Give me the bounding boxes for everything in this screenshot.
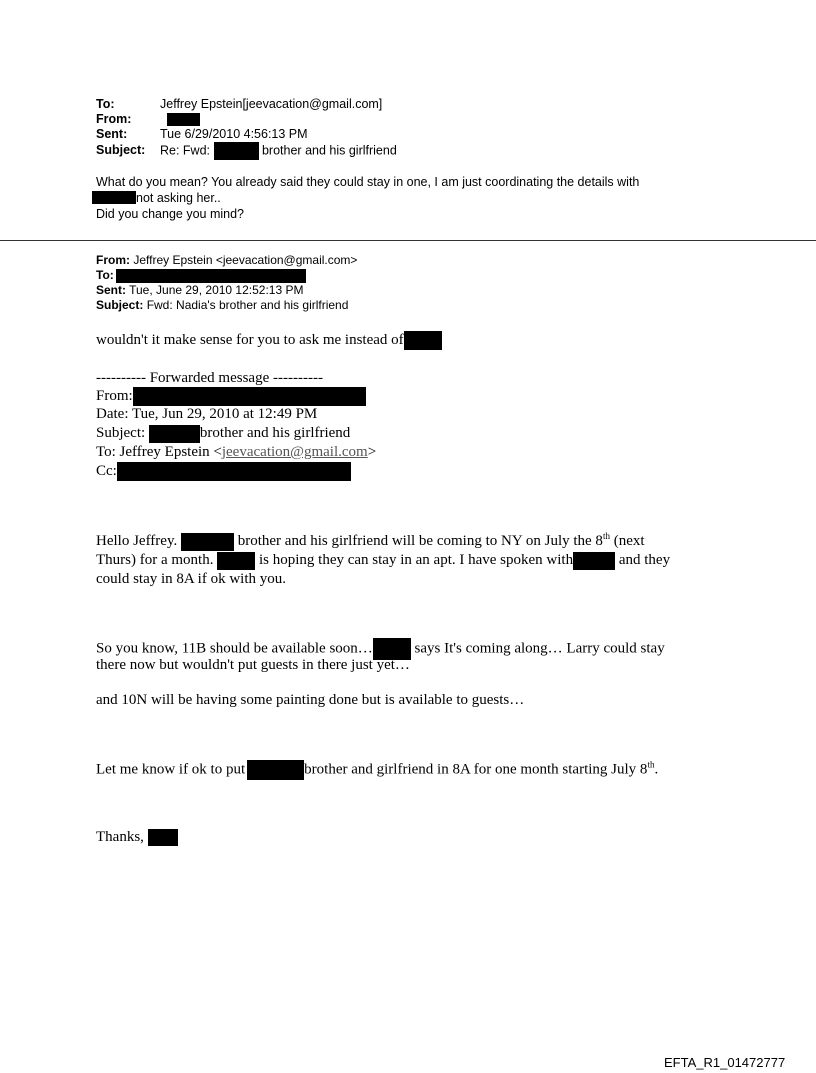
to-label: To: [96, 97, 115, 111]
superscript: th [647, 759, 655, 770]
message-signoff [96, 828, 178, 847]
forwarded-separator: ---------- Forwarded message ---------- [96, 370, 323, 386]
redaction-block [217, 552, 255, 570]
reply-from-row [96, 112, 200, 126]
text: says It's coming along… Larry could stay [414, 640, 665, 657]
from-label: From: [96, 112, 132, 126]
reply-line-2 [92, 190, 221, 207]
redaction-block [117, 462, 351, 481]
message-p1-line3: could stay in 8A if ok with you. [96, 571, 286, 587]
text: brother and girlfriend in 8A for one month starting July 8 [304, 761, 648, 778]
redaction-block [116, 269, 306, 283]
reply-sent-row [96, 127, 308, 141]
redaction-block [181, 533, 234, 551]
from-value: Jeffrey Epstein <jeevacation@gmail.com> [133, 253, 358, 267]
redaction-block [214, 142, 259, 160]
redaction-block [133, 387, 366, 406]
forwarded-from-row [96, 387, 366, 406]
text: Let me know if ok to put [96, 761, 246, 778]
text: (next [609, 533, 645, 549]
redaction-block [404, 331, 442, 350]
message-p1-line2 [96, 551, 670, 570]
quoted-body-text: wouldn't it make sense for you to ask me instead of [96, 332, 404, 348]
text: . [654, 761, 659, 778]
sent-label: Sent: [96, 283, 126, 297]
reply-to-row [96, 97, 382, 111]
subject-prefix: Re: Fwd: [160, 143, 211, 158]
divider [0, 240, 816, 241]
to-label: To: [96, 268, 114, 282]
message-p3: and 10N will be having some painting done but is available to guests… [96, 692, 525, 708]
from-label: From: [96, 253, 130, 267]
email-link[interactable]: jeevacation@gmail.com [221, 444, 368, 460]
subject-label: Subject: [96, 298, 144, 312]
quoted-body-line [96, 331, 442, 350]
message-p4 [96, 760, 658, 780]
text: is hoping they can stay in an apt. I have spoken with [258, 552, 574, 568]
redaction-block [92, 191, 136, 204]
subject-suffix: brother and his girlfriend [199, 425, 351, 441]
quoted-from-row [96, 253, 357, 268]
sent-value: Tue, June 29, 2010 12:52:13 PM [129, 283, 304, 297]
reply-line-3: Did you change you mind? [96, 207, 245, 221]
reply-line-2-text: not asking her.. [136, 191, 221, 205]
text: Thurs) for a month. [96, 552, 214, 568]
forwarded-date-row: Date: Tue, Jun 29, 2010 at 12:49 PM [96, 406, 318, 422]
quoted-to-row [96, 268, 306, 283]
forwarded-to-row [96, 443, 376, 462]
from-label: From: [96, 388, 133, 404]
redaction-block [573, 552, 615, 570]
text: Thanks, [96, 829, 144, 845]
reply-subject-row [96, 142, 397, 160]
subject-label: Subject: [96, 425, 146, 441]
document-id: EFTA_R1_01472777 [664, 1055, 786, 1070]
to-suffix: > [367, 444, 377, 460]
to-value: Jeffrey Epstein[jeevacation@gmail.com] [160, 97, 383, 111]
sent-value: Tue 6/29/2010 4:56:13 PM [160, 127, 308, 141]
subject-value: Fwd: Nadia's brother and his girlfriend [146, 298, 349, 312]
text: Hello Jeffrey. [96, 533, 178, 549]
redaction-block [148, 829, 178, 846]
subject-suffix: brother and his girlfriend [261, 143, 397, 158]
redaction-block [247, 760, 304, 780]
sent-label: Sent: [96, 127, 128, 141]
subject-label: Subject: [96, 143, 146, 158]
message-p2-line2: there now but wouldn't put guests in there just yet… [96, 657, 410, 673]
to-prefix: To: Jeffrey Epstein < [96, 444, 222, 460]
text: brother and his girlfriend will be coming to NY on July the 8 [237, 533, 603, 549]
forwarded-subject-row [96, 424, 350, 443]
redaction-block [149, 425, 200, 443]
cc-label: Cc: [96, 463, 117, 479]
quoted-subject-row [96, 298, 348, 313]
text: and they [618, 552, 671, 568]
redaction-block [167, 113, 200, 126]
forwarded-cc-row [96, 462, 351, 481]
text: So you know, 11B should be available soon… [96, 640, 373, 657]
reply-line-1: What do you mean? You already said they could stay in one, I am just coordinating the details with [96, 175, 640, 189]
superscript: th [602, 531, 610, 541]
message-p1-line1 [96, 532, 645, 551]
quoted-sent-row [96, 283, 303, 298]
